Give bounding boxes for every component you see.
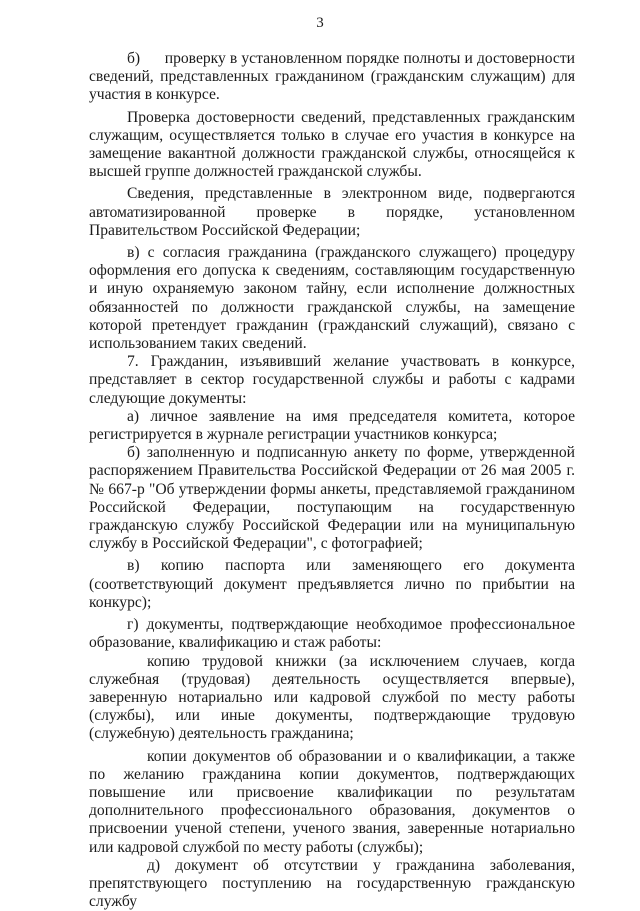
paragraph-a-application: а) личное заявление на имя председателя комитета, которое регистрируется в журнале регистрации участников конкурса;: [89, 407, 575, 444]
paragraph-v-clearance: в) с согласия гражданина (гражданского служащего) процедуру оформления его допуска к сведениям, составляющим государственную и иную охраняемую законом тайну, если исполнение должностных обязанностей по должности гражданской службы, на замещение которой претендует гражданин (гражданский служащий), связано с использованием таких сведений.: [89, 244, 575, 353]
page-number: 3: [316, 15, 324, 31]
paragraph-work-book: копию трудовой книжки (за исключением случаев, когда служебная (трудовая) деятельность осуществляется впервые), заверенную нотариально или кадровой службой по месту работы (службы), или иные документы, подтверждающие трудовую (служебную) деятельность гражданина;: [89, 652, 575, 743]
paragraph-b-verification: б) проверку в установленном порядке полноты и достоверности сведений, представленных гражданином (гражданским служащим) для участия в конкурсе.: [89, 50, 575, 104]
paragraph-electronic-data: Сведения, представленные в электронном виде, подвергаются автоматизированной проверке в порядке, установленном Правительством Российской Федерации;: [89, 185, 575, 239]
paragraph-g-education: г) документы, подтверждающие необходимое профессиональное образование, квалификацию и стаж работы:: [89, 616, 575, 652]
paragraph-v-passport: в) копию паспорта или заменяющего его документа (соответствующий документ предъявляется лично по прибытии на конкурс);: [89, 557, 575, 611]
document-body: [89, 50, 575, 911]
paragraph-7-documents: 7. Гражданин, изъявивший желание участвовать в конкурсе, представляет в сектор государственной службы и работы с кадрами следующие документы:: [89, 353, 575, 407]
paragraph-education-copies: копии документов об образовании и о квалификации, а также по желанию гражданина копии документов, подтверждающих повышение или присвоение квалификации по результатам дополнительного профессионального образования, документов о присвоении ученой степени, ученого звания, заверенные нотариально или кадровой службой по месту работы (службы);: [89, 747, 575, 856]
paragraph-d-medical: д) документ об отсутствии у гражданина заболевания, препятствующего поступлению на государственную гражданскую службу: [89, 856, 575, 911]
paragraph-b-questionnaire: б) заполненную и подписанную анкету по форме, утвержденной распоряжением Правительства Российской Федерации от 26 мая 2005 г. № 667-р "Об утверждении формы анкеты, представляемой гражданином Российской Федерации, поступающим на государственную гражданскую службу Российской Федерации или на муниципальную службу в Российской Федерации", с фотографией;: [89, 444, 575, 553]
paragraph-verification-note: Проверка достоверности сведений, представленных гражданским служащим, осуществляется только в случае его участия в конкурсе на замещение вакантной должности гражданской службы, относящейся к высшей группе должностей гражданской службы.: [89, 108, 575, 181]
